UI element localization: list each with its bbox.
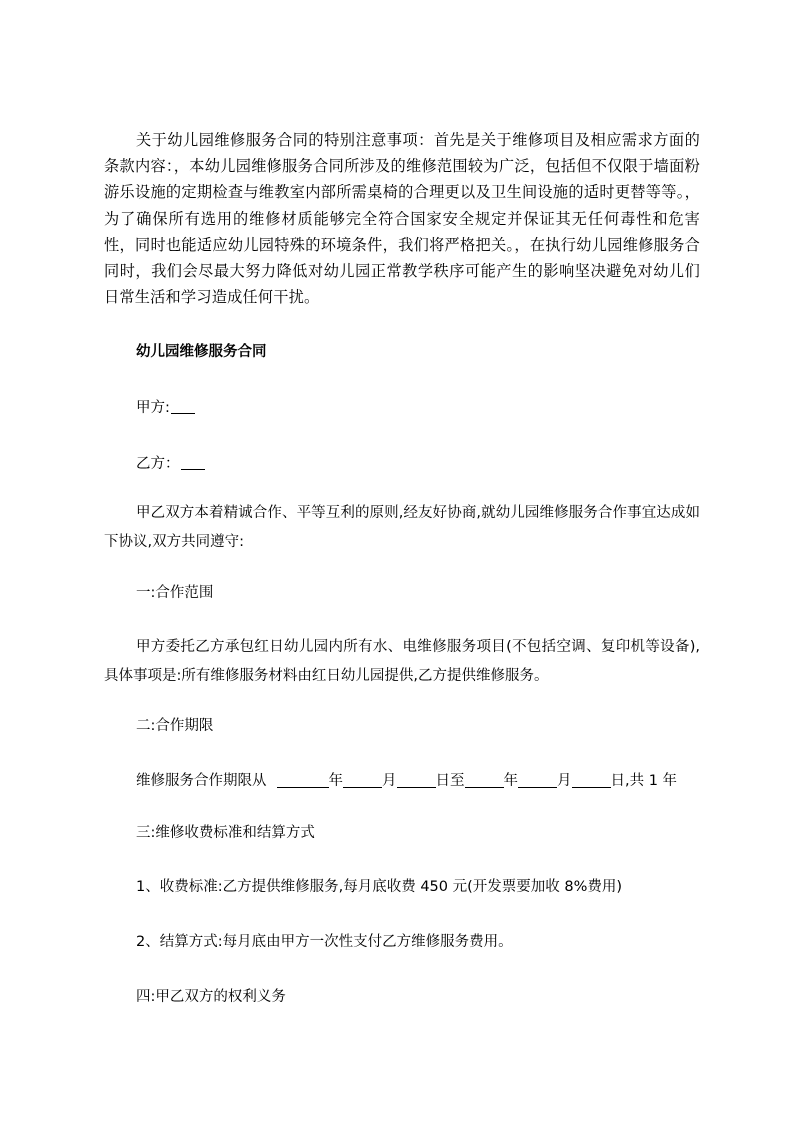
- section1-body: 甲方委托乙方承包红日幼儿园内所有水、电维修服务项目(不包括空调、复印机等设备),具体事项是:所有维修服务材料由红日幼儿园提供,乙方提供维修服务。: [104, 639, 700, 684]
- blank-day-2: [572, 773, 611, 788]
- term-year2: 年: [503, 773, 518, 789]
- term-line: [136, 768, 677, 794]
- contract-title: 幼儿园维修服务合同: [136, 344, 267, 360]
- party-a-label: 甲方:: [136, 400, 170, 416]
- section4-heading: 四:甲乙双方的权利义务: [136, 989, 286, 1005]
- section2-heading: 二:合作期限: [136, 718, 214, 734]
- section1-heading: 一:合作范围: [136, 585, 214, 601]
- blank-year-2: [465, 773, 504, 788]
- party-a-line: [136, 395, 732, 421]
- fee-item-2: 2、结算方式:每月底由甲方一次性支付乙方维修服务费用。: [136, 934, 513, 950]
- party-b-blank: [181, 455, 205, 470]
- blank-month-2: [518, 773, 557, 788]
- blank-year-1: [277, 773, 329, 788]
- term-month2: 月: [557, 773, 572, 789]
- blank-day-1: [397, 773, 436, 788]
- preamble-paragraph: 甲乙双方本着精诚合作、平等互利的原则,经友好协商,就幼儿园维修服务合作事宜达成如下协议,双方共同遵守:: [104, 505, 700, 550]
- term-month1: 月: [382, 773, 397, 789]
- party-a-blank: [171, 399, 195, 414]
- section3-heading: 三:维修收费标准和结算方式: [136, 825, 315, 841]
- term-day1: 日至: [435, 773, 465, 789]
- term-year1: 年: [328, 773, 343, 789]
- blank-month-1: [343, 773, 382, 788]
- party-b-line: [136, 451, 732, 477]
- term-prefix: 维修服务合作期限从: [136, 773, 267, 789]
- fee-item-1: 1、收费标准:乙方提供维修服务,每月底收费 450 元(开发票要加收 8%费用): [136, 879, 623, 895]
- party-b-label: 乙方：: [136, 456, 180, 472]
- intro-paragraph: 关于幼儿园维修服务合同的特别注意事项：首先是关于维修项目及相应需求方面的条款内容：，本幼儿园维修服务合同所涉及的维修范围较为广泛，包括但不仅限于墙面粉游乐设施的定期检查与维教室内部所需桌椅的合理更以及卫生间设施的适时更替等等。，为了确保所有选用的维修材质能够完全符合国家安全规定并保证其无任何毒性和危害性，同时也能适应幼儿园特殊的环境条件，我们将严格把关。，在执行幼儿园维修服务合同时，我们会尽最大努力降低对幼儿园正常教学秩序可能产生的影响坚决避免对幼儿们日常生活和学习造成任何干扰。: [104, 131, 700, 307]
- term-day2: 日,共 1 年: [610, 773, 678, 789]
